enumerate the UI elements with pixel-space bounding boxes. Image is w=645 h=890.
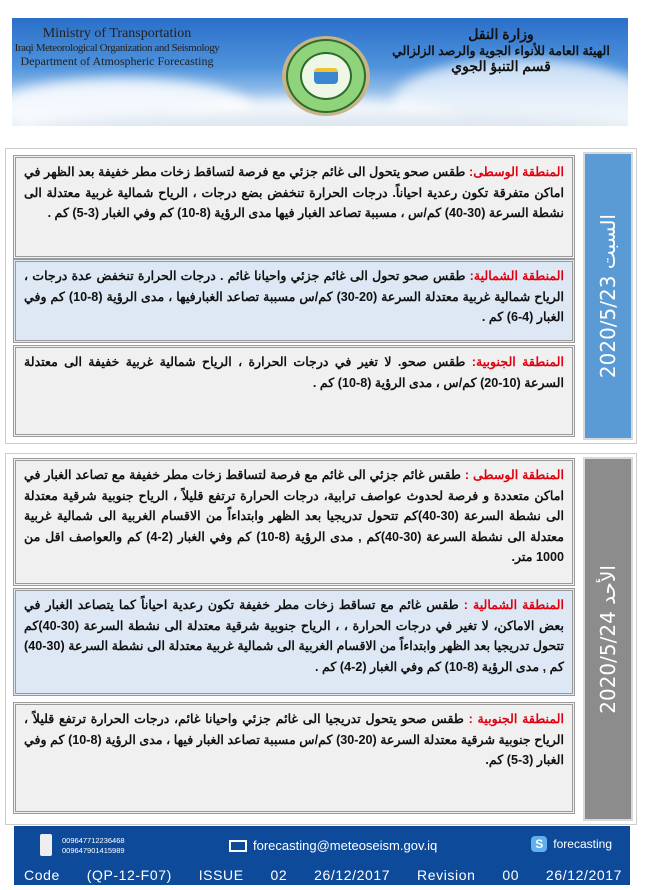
region-label: المنطقة الشمالية: bbox=[469, 269, 564, 283]
header-arabic bbox=[386, 26, 616, 75]
day-section-1 bbox=[5, 148, 637, 444]
phone-number: 009647712236468 bbox=[62, 836, 125, 845]
skype-name: forecasting bbox=[553, 837, 612, 851]
envelope-icon bbox=[229, 840, 247, 852]
region-label: المنطقة الوسطى : bbox=[464, 468, 564, 482]
phone-icon bbox=[40, 834, 52, 856]
region-central bbox=[13, 458, 575, 586]
footer bbox=[14, 826, 630, 885]
header-banner bbox=[12, 18, 628, 126]
region-north bbox=[13, 588, 575, 696]
department-ar: قسم التنبؤ الجوي bbox=[451, 58, 551, 74]
organization-ar: الهيئة العامة للأنواء الجوية والرصد الزلزالي bbox=[392, 44, 610, 58]
skype[interactable] bbox=[531, 836, 612, 852]
region-forecast: طقس غائم جزئي الى غائم مع فرصة لتساقط زخات مطر خفيفة مع تصاعد الغبار في اماكن متعددة و فرصة لحدوث عواصف ترابية، درجات الحرارة ترتفع قليلاً ، الرياح جنوبية شرقية معتدلة الى نشطة السرعة (30-40)كم تتحول تدريجيا بعد الظهر وابتداءاً من الاقسام الغربية الى شمالية غربية معتدلة الى نشطة السرعة (30-40)كم , مدى الرؤية (8-10) كم وفي الغبار (2-4) كم والعواصف اقل من 1000 متر. bbox=[24, 468, 564, 564]
region-forecast: طقس صحو. لا تغير في درجات الحرارة ، الرياح شمالية غربية خفيفة الى معتدلة السرعة (10-20) كم/س ، مدى الرؤية (8-10) كم . bbox=[24, 355, 564, 390]
region-forecast: طقس غائم مع تساقط زخات مطر خفيفة تكون رعدية احياناً كما يتصاعد الغبار في بعض الاماكن، لا تغير في درجات الحرارة ، ، الرياح جنوبية شرقية معتدلة الى نشطة السرعة (30-40)كم تتحول تدريجيا بعد الظهر وابتداءاً من الاقسام الغربية الى شمالية غربية معتدلة الى نشطة السرعة (30-40) كم , مدى الرؤية (8-10) كم وفي الغبار (2-4) كم . bbox=[24, 598, 564, 674]
region-south bbox=[13, 345, 575, 437]
organization-logo bbox=[282, 36, 370, 116]
organization-en: Iraqi Meteorological Organization and Seismology bbox=[14, 42, 220, 54]
day-section-2 bbox=[5, 453, 637, 825]
ministry-ar: وزارة النقل bbox=[468, 26, 534, 42]
document-code: Code (QP-12-F07) ISSUE 02 26/12/2017 Revision 00 26/12/2017 bbox=[24, 867, 622, 883]
region-forecast: طقس صحو يتحول الى غائم جزئي مع فرصة لتساقط زخات مطر خفيفة بعد الظهر في اماكن متفرقة تكون رعدية احياناً. درجات الحرارة تنخفض بضع درجات ، الرياح شمالية غربية معتدلة الى نشطة السرعة (30-40) كم/س ، مسببة تصاعد الغبار فيها مدى الرؤية (8-10) كم وفي الغبار (3-5) كم . bbox=[24, 165, 564, 220]
email-address[interactable]: forecasting@meteoseism.gov.iq bbox=[253, 838, 438, 853]
date-label: الأحد 2020/5/24 bbox=[596, 564, 620, 714]
date-label: السبت 2020/5/23 bbox=[596, 213, 620, 379]
region-north bbox=[13, 259, 575, 343]
email[interactable] bbox=[229, 838, 437, 853]
region-label: المنطقة الجنوبية : bbox=[468, 712, 564, 726]
phone-numbers bbox=[62, 836, 125, 856]
region-label: المنطقة الوسطى: bbox=[469, 165, 564, 179]
skype-icon: S bbox=[531, 836, 547, 852]
header-english bbox=[12, 26, 222, 69]
region-label: المنطقة الشمالية : bbox=[463, 598, 564, 612]
region-label: المنطقة الجنوبية: bbox=[471, 355, 564, 369]
date-column bbox=[583, 457, 633, 821]
region-south bbox=[13, 702, 575, 814]
department-en: Department of Atmospheric Forecasting bbox=[20, 54, 214, 68]
region-forecast: طقس صحو يتحول تدريجيا الى غائم جزئي واحيانا غائم، درجات الحرارة ترتفع قليلاً ، الرياح جنوبية شرقية معتدلة السرعة (20-30) كم/س مسببة تصاعد الغبار فيها ، مدى الرؤية (8-10) كم وفي الغبار (3-5) كم. bbox=[24, 712, 565, 767]
phone-number: 009647901415989 bbox=[62, 846, 125, 855]
region-central bbox=[13, 155, 575, 259]
ministry-en: Ministry of Transportation bbox=[42, 26, 192, 41]
region-forecast: طقس صحو تحول الى غائم جزئي واحيانا غائم . درجات الحرارة تنخفض عدة درجات ، الرياح شمالية غربية معتدلة السرعة (20-30) كم/س مسببة تصاعد الغبارفيها ، مدى الرؤية (8-10) كم وفي الغبار (4-6) كم . bbox=[24, 269, 564, 324]
date-column bbox=[583, 152, 633, 440]
